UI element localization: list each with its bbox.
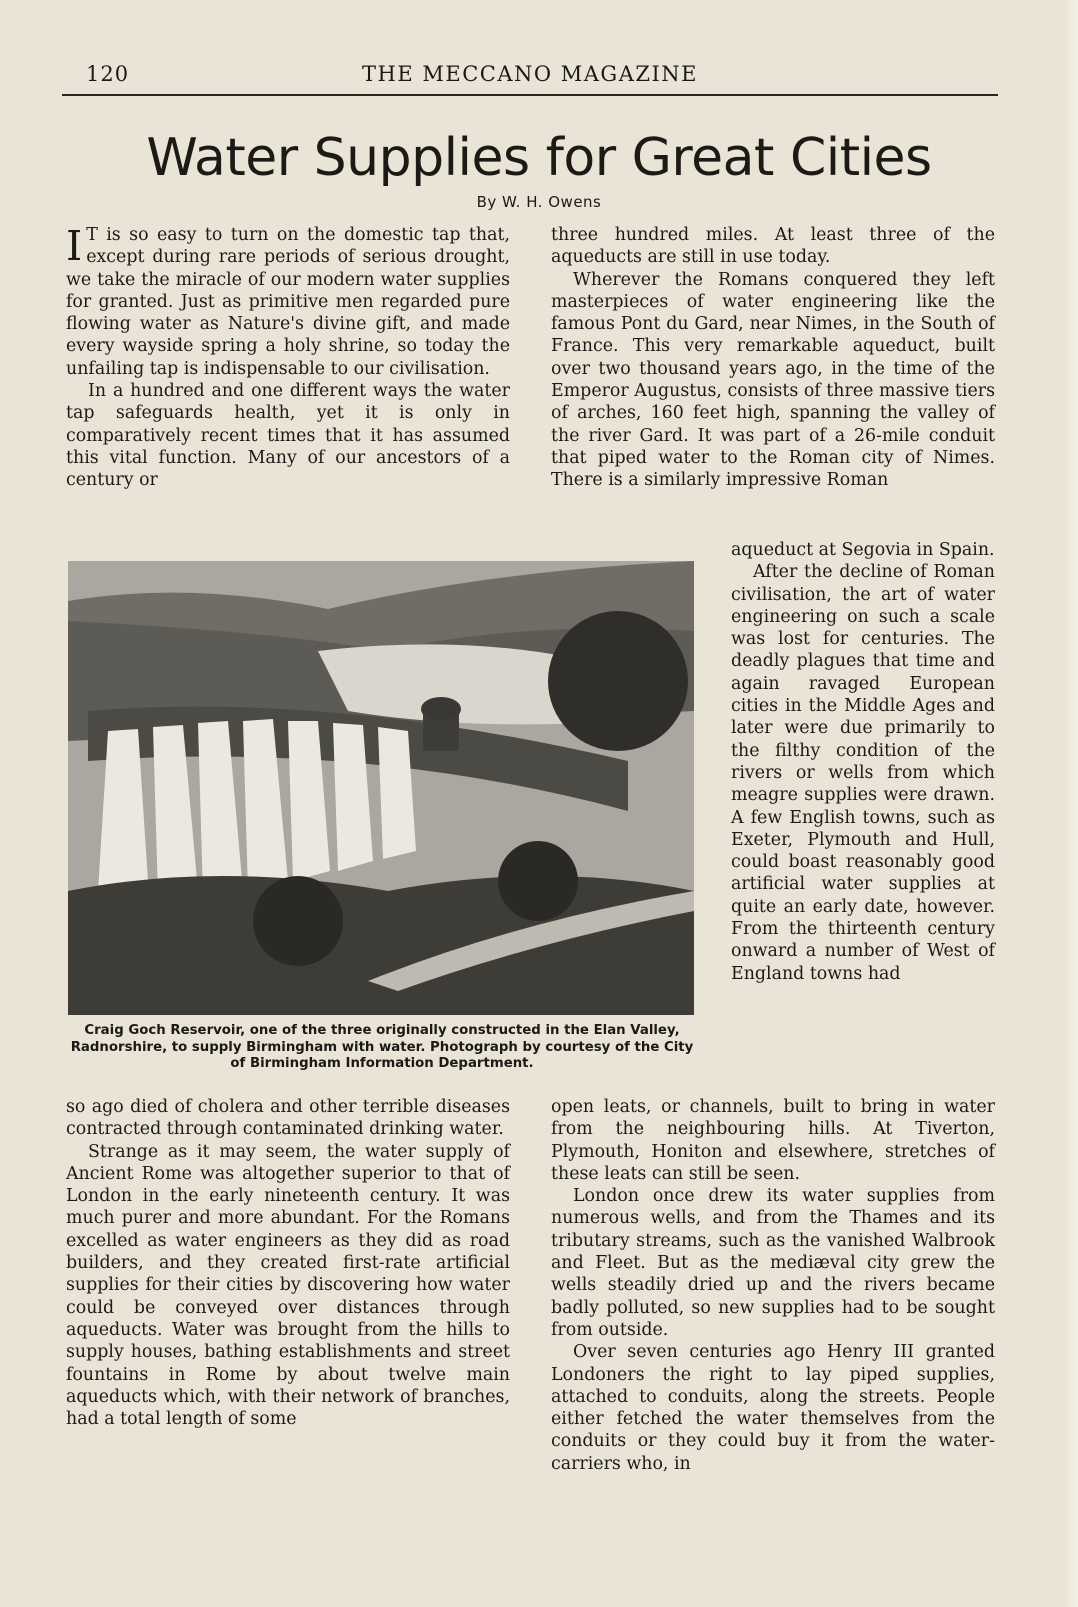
page-header bbox=[62, 58, 998, 96]
article-byline: By W. H. Owens bbox=[476, 193, 602, 211]
paragraph: In a hundred and one different ways the water tap safeguards health, yet it is only in comparatively recent times that it has assumed this vital function. Many of our ancestors of a century or bbox=[66, 381, 510, 491]
paragraph: London once drew its water supplies from numerous wells, and from the Thames and its tributary streams, such as the vanished Walbrook and Fleet. But as the mediæval city grew the wells steadily dried up and the rivers became badly polluted, so new supplies had to be sought from outside. bbox=[551, 1186, 995, 1340]
right-column-wrap bbox=[731, 539, 995, 985]
paragraph: aqueduct at Segovia in Spain. bbox=[731, 540, 995, 560]
paragraph: After the decline of Roman civilisation, the art of water engineering on such a scale was lost for centuries. The deadly plagues that time and again ravaged European cities in the Middle Ages and later were due primarily to the filthy condition of the rivers or wells from which meagre supplies were drawn. A few English towns, such as Exeter, Plymouth and Hull, could boast reasonably good artificial water supplies at quite an early date, however. From the thirteenth century onward a number of West of England towns had bbox=[731, 562, 995, 984]
article-title: Water Supplies for Great Cities bbox=[146, 128, 932, 188]
magazine-title: THE MECCANO MAGAZINE bbox=[362, 62, 698, 86]
page-edge bbox=[1064, 0, 1078, 1607]
dam-illustration bbox=[68, 561, 694, 1015]
photo-caption: Craig Goch Reservoir, one of the three originally constructed in the Elan Valley, Radnorshire, to supply Birmingham with water. Photograph by courtesy of the City of Birmingham Information Department. bbox=[70, 1023, 694, 1071]
paragraph: open leats, or channels, built to bring in water from the neighbouring hills. At Tiverton, Plymouth, Honiton and elsewhere, stretches of these leats can still be seen. bbox=[551, 1097, 995, 1184]
paragraph: I T is so easy to turn on the domestic tap that, except during rare periods of serious drought, we take the miracle of our modern water supplies for granted. Just as primitive men regarded pure flowing water as Nature's divine gift, and made every wayside spring a holy shrine, so today the unfailing tap is indispensable to our civilisation. bbox=[66, 222, 510, 379]
right-column-top bbox=[551, 224, 995, 492]
paragraph: Strange as it may seem, the water supply of Ancient Rome was altogether superior to that of London in the early nineteenth century. It was much purer and more abundant. For the Romans excelled as water engineers as they did as road builders, and they created first-rate artificial supplies for their cities by discovering how water could be conveyed over distances through aqueducts. Water was brought from the hills to supply houses, bathing establishments and street fountains in Rome by about twelve main aqueducts which, with their network of branches, had a total length of some bbox=[66, 1141, 510, 1430]
reservoir-photo bbox=[68, 561, 694, 1015]
paragraph: three hundred miles. At least three of the aqueducts are still in use today. bbox=[551, 225, 995, 268]
drop-cap: I bbox=[66, 222, 83, 270]
page-number: 120 bbox=[86, 62, 130, 86]
paragraph: Over seven centuries ago Henry III granted Londoners the right to lay piped supplies, attached to conduits, along the streets. People either fetched the water themselves from the conduits or they could buy it from the water-carriers who, in bbox=[551, 1342, 995, 1474]
paragraph: Wherever the Romans conquered they left masterpieces of water engineering like the famous Pont du Gard, near Nimes, in the South of France. This very remarkable aqueduct, built over two thousand years ago, in the time of the Emperor Augustus, consists of three massive tiers of arches, 160 feet high, spanning the valley of the river Gard. It was part of a 26-mile conduit that piped water to the Roman city of Nimes. There is a similarly impressive Roman bbox=[551, 269, 995, 491]
paragraph: so ago died of cholera and other terrible diseases contracted through contaminated drinking water. bbox=[66, 1097, 510, 1140]
right-column-bottom bbox=[551, 1096, 995, 1475]
left-column-top bbox=[66, 224, 510, 492]
left-column-bottom bbox=[66, 1096, 510, 1430]
